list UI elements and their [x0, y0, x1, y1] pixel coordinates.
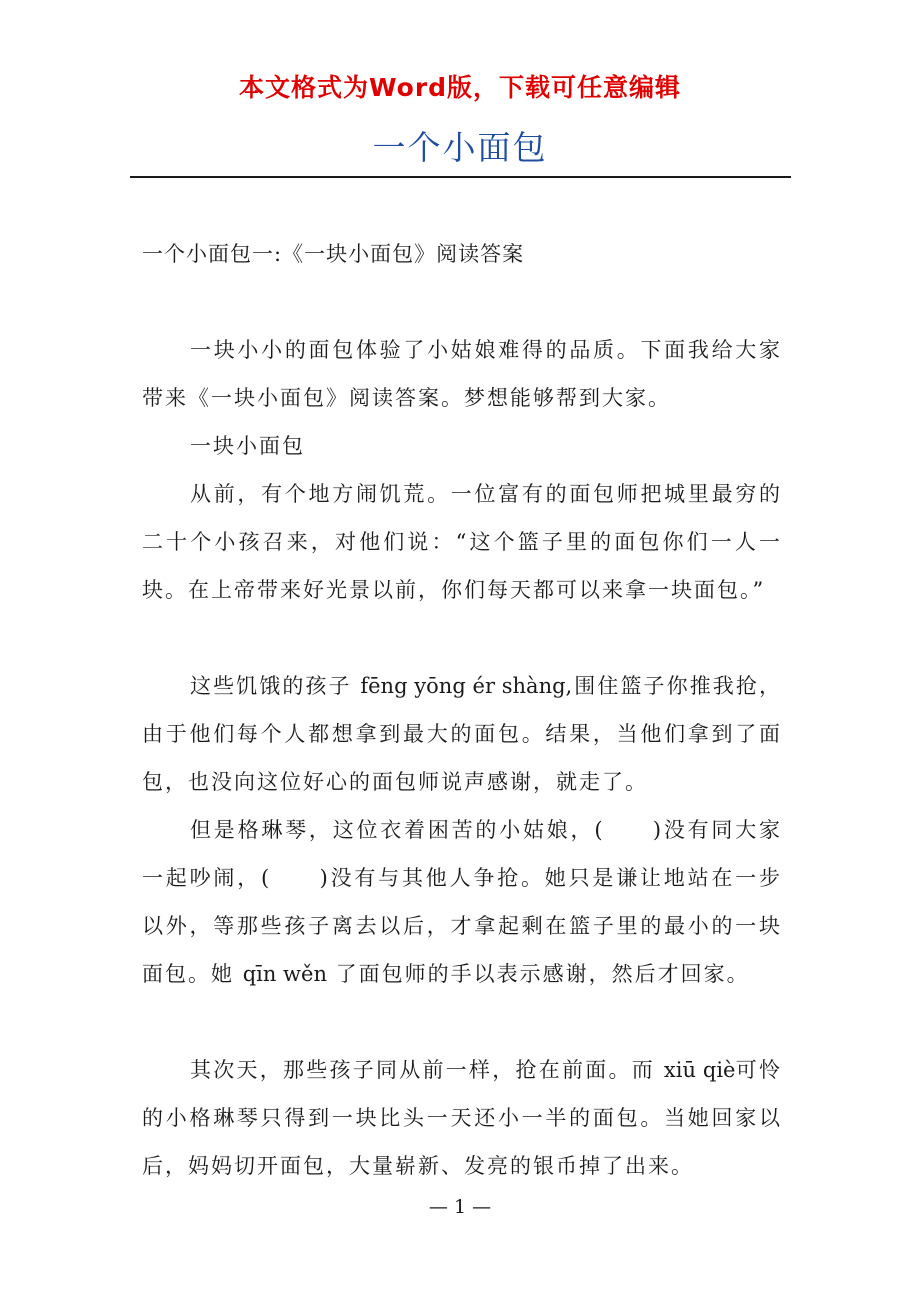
paragraph-famine: 从前，有个地方闹饥荒。一位富有的面包师把城里最穷的二十个小孩召来，对他们说：“这个篮子里的面包你们一人一块。在上帝带来好光景以前，你们每天都可以来拿一块面包。”	[142, 482, 782, 602]
format-banner: 本文格式为Word版，下载可任意编辑	[238, 73, 682, 102]
pinyin-blank: qīn wěn	[242, 962, 327, 986]
paragraph-intro: 一块小小的面包体验了小姑娘难得的品质。下面我给大家带来《一块小面包》阅读答案。梦想能够帮到大家。	[142, 338, 782, 410]
paragraph-story-title: 一块小面包	[190, 434, 305, 458]
pinyin-blank: fēng yōng ér shàng	[360, 674, 566, 698]
pinyin-blank: xiū qiè	[663, 1058, 736, 1082]
paragraph-text: 其次天，那些孩子同从前一样，抢在前面。而	[190, 1058, 664, 1082]
paragraph-text: 但是格琳琴，这位衣着困苦的小姑娘，( )没有同大家一起吵闹，( )没有与其他人争抢。她只是谦让地站在一步以外，等那些孩子离去以后，才拿起剩在篮子里的最小的一块面包。她	[142, 818, 782, 986]
paragraph-text: ,围住篮子你推我抢，由于他们每个人都想拿到最大的面包。结果，当他们拿到了面包，也没向这位好心的面包师说声感谢，就走了。	[142, 674, 782, 794]
paragraph-text: 了面包师的手以表示感谢，然后才回家。	[326, 962, 750, 986]
paragraph-text: 这些饥饿的孩子	[190, 674, 361, 698]
paragraph-hungry-children	[142, 662, 782, 806]
section-heading: 一个小面包一:《一块小面包》阅读答案	[142, 242, 525, 266]
paragraph-text: 可怜的小格琳琴只得到一块比头一天还小一半的面包。当她回家以后，妈妈切开面包，大量崭新、发亮的银币掉了出来。	[142, 1058, 782, 1178]
title-divider	[130, 176, 791, 178]
document-title: 一个小面包	[372, 128, 548, 167]
paragraph-gretchen	[142, 806, 782, 998]
page-number: — 1 —	[428, 1196, 492, 1218]
paragraph-next-day	[142, 1046, 782, 1190]
